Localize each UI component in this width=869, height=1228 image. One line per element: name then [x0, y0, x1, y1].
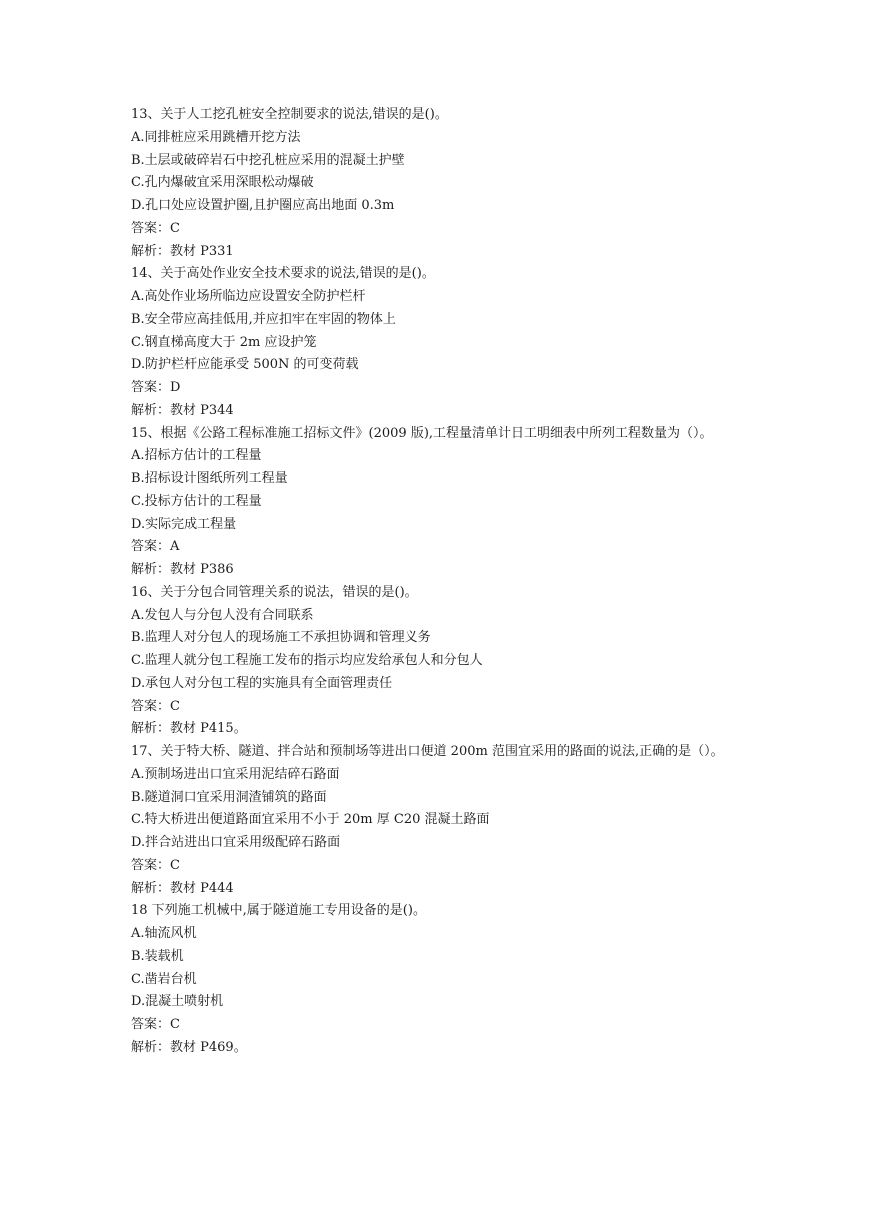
question-stem: 17、关于特大桥、隧道、拌合站和预制场等进出口便道 200m 范围宜采用的路面的说法,正确的是（）。 [131, 744, 724, 759]
option-b: B.土层或破碎岩石中挖孔桩应采用的混凝土护壁 [131, 152, 405, 168]
question-18 [131, 900, 811, 1059]
question-14 [131, 263, 811, 422]
option-b: B.装载机 [131, 948, 184, 964]
question-stem: 16、关于分包合同管理关系的说法，错误的是()。 [131, 584, 418, 600]
option-c: C.监理人就分包工程施工发布的指示均应发给承包人和分包人 [131, 653, 483, 668]
document-page [131, 104, 811, 1060]
question-stem: 14、关于高处作业安全技术要求的说法,错误的是()。 [131, 266, 435, 282]
answer: 答案：D [131, 380, 181, 395]
option-b: B.招标设计图纸所列工程量 [131, 471, 288, 486]
question-13 [131, 104, 811, 263]
option-a: A.预制场进出口宜采用泥结碎石路面 [131, 766, 340, 782]
option-d: D.防护栏杆应能承受 500N 的可变荷载 [131, 357, 359, 373]
option-a: A.高处作业场所临边应设置安全防护栏杆 [131, 289, 366, 304]
option-b: B.隧道洞口宜采用洞渣铺筑的路面 [131, 789, 327, 805]
option-b: B.安全带应高挂低用,并应扣牢在牢固的物体上 [131, 311, 396, 327]
option-d: D.混凝土喷射机 [131, 994, 224, 1010]
analysis: 解析：教材 P469。 [131, 1039, 247, 1055]
question-stem: 13、关于人工挖孔桩安全控制要求的说法,错误的是()。 [131, 107, 448, 122]
answer: 答案：C [131, 220, 180, 236]
option-a: A.轴流风机 [131, 926, 197, 941]
option-c: C.投标方估计的工程量 [131, 493, 262, 509]
option-d: D.孔口处应设置护圈,且护圈应高出地面 0.3m [131, 198, 395, 213]
analysis: 解析：教材 P386 [131, 562, 234, 577]
question-17 [131, 741, 811, 900]
answer: 答案：C [131, 698, 180, 714]
option-d: D.实际完成工程量 [131, 516, 237, 532]
answer: 答案：C [131, 1017, 180, 1032]
question-16 [131, 582, 811, 741]
option-a: A.同排桩应采用跳槽开挖方法 [131, 129, 301, 145]
option-d: D.拌合站进出口宜采用级配碎石路面 [131, 835, 341, 850]
analysis: 解析：教材 P344 [131, 402, 234, 418]
analysis: 解析：教材 P415。 [131, 721, 247, 737]
option-d: D.承包人对分包工程的实施具有全面管理责任 [131, 675, 393, 691]
question-15 [131, 423, 811, 582]
answer: 答案：C [131, 857, 180, 873]
option-c: C.钢直梯高度大于 2m 应设护笼 [131, 334, 317, 350]
answer: 答案：A [131, 539, 180, 555]
analysis: 解析：教材 P444 [131, 880, 234, 896]
option-c: C.凿岩台机 [131, 971, 197, 987]
option-c: C.特大桥进出便道路面宜采用不小于 20m 厚 C20 混凝土路面 [131, 812, 490, 828]
analysis: 解析：教材 P331 [131, 243, 234, 259]
question-stem: 18 下列施工机械中,属于隧道施工专用设备的是()。 [131, 903, 426, 919]
option-c: C.孔内爆破宜采用深眼松动爆破 [131, 175, 314, 191]
option-a: A.发包人与分包人没有合同联系 [131, 607, 314, 623]
option-b: B.监理人对分包人的现场施工不承担协调和管理义务 [131, 630, 431, 646]
question-stem: 15、根据《公路工程标准施工招标文件》(2009 版),工程量清单计日工明细表中所列工程数量为（）。 [131, 425, 713, 441]
option-a: A.招标方估计的工程量 [131, 448, 262, 464]
